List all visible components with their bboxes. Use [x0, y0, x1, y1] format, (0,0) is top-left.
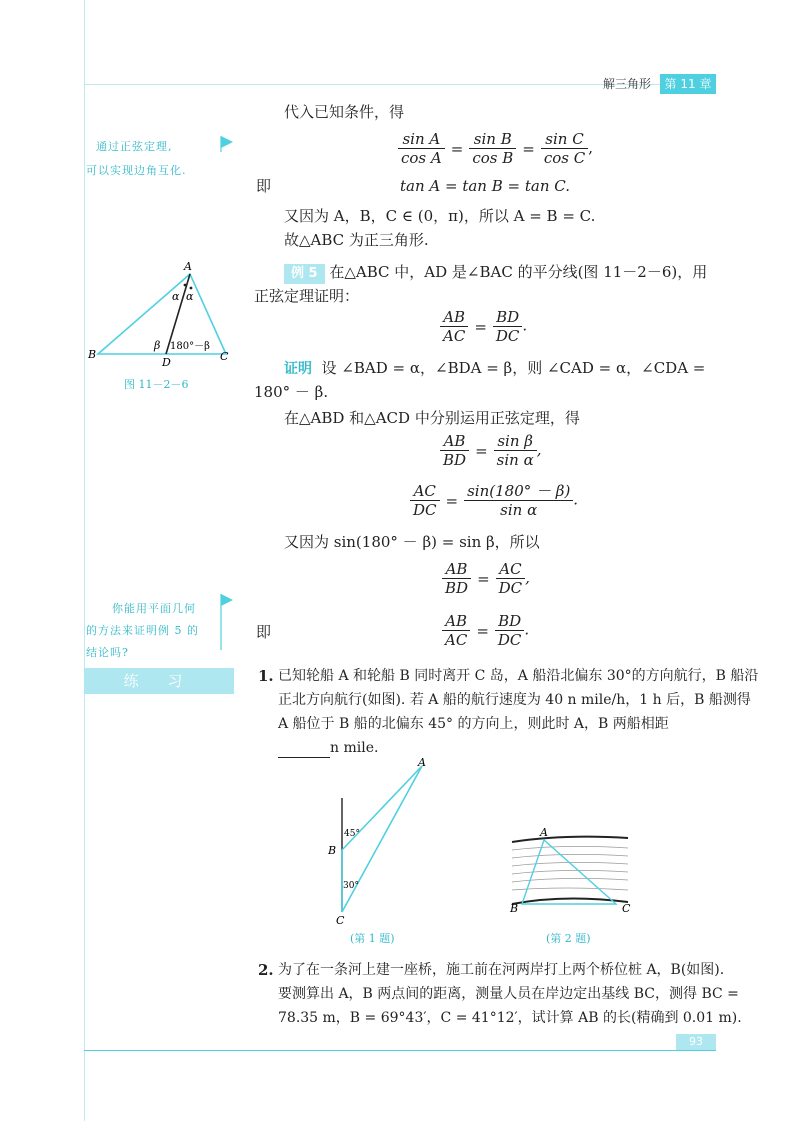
river-bridge-figure [504, 826, 636, 916]
side-note-2-line-2: 的方法来证明例 5 的 [86, 624, 199, 637]
body-line-1: 代入已知条件，得 [284, 103, 405, 121]
equation-sin-cos: $\frac{\text{sin A}}{\text{cos A}}$ = $\frac{\text{sin B}}{\text{cos B}}$ = $\frac{\text{sin C}}{\text{cos C}}$ , [398, 130, 593, 167]
side-note-1-line-2: 可以实现边角互化. [86, 164, 187, 177]
fig1-angle-30: 30° [343, 881, 359, 891]
side-note-2-line-3: 结论吗? [86, 646, 129, 659]
example-5-line-2: 正弦定理证明： [254, 287, 360, 305]
fig1-label-c: C [336, 914, 345, 926]
side-note-2-flag-icon [220, 594, 234, 654]
fig2-label-b: B [510, 902, 519, 915]
proof-line-1: 证明 设 ∠BAD = α，∠BDA = β，则 ∠CAD = α，∠CDA = [284, 359, 706, 377]
proof-line-2: 180° － β. [254, 383, 329, 401]
ji-label-1: 即 [256, 177, 272, 195]
body-line-3: 又因为 A，B，C ∈ (0，π)，所以 A = B = C. [284, 207, 596, 225]
equation-example-5: $\frac{AB}{AC}$ = $\frac{BD}{DC}$ . [440, 308, 527, 345]
fig1-label-a: A [418, 756, 426, 769]
equation-law-of-sines-abd: $\frac{AB}{BD}$ = $\frac{\text{sin β}}{\text{sin α}}$ , [440, 432, 541, 469]
fig1-caption: (第 1 题) [350, 932, 395, 945]
question-1-line-3: A 船位于 B 船的北偏东 45° 的方向上，则此时 A，B 两船相距 [278, 716, 669, 732]
header-chapter: 第 11 章 [660, 74, 716, 94]
side-note-2-line-1: 你能用平面几何 [112, 602, 196, 615]
equation-conclusion: $\frac{AB}{AC}$ = $\frac{BD}{DC}$ . [442, 612, 529, 649]
answer-blank[interactable] [278, 743, 330, 758]
fig1-label-b: B [328, 844, 337, 857]
question-2-line-3: 78.35 m，B = 69°43′，C = 41°12′，试计算 AB 的长(精确到 0.01 m). [278, 1010, 742, 1026]
fig-label-d: D [162, 356, 171, 368]
question-1-number: 1. [258, 667, 274, 685]
fig1-angle-45: 45° [344, 829, 360, 839]
page-frame-left [84, 0, 85, 1121]
ji-label-2: 即 [256, 623, 272, 641]
figure-caption: 图 11－2－6 [124, 378, 189, 391]
practice-title: 练 习 [84, 668, 234, 694]
example-tag: 例 5 [284, 264, 325, 284]
fig2-caption: (第 2 题) [546, 932, 591, 945]
fig2-label-a: A [540, 826, 548, 839]
example-5-line-1: 例 5 在△ABC 中，AD 是∠BAC 的平分线(图 11－2－6)，用 [284, 262, 707, 284]
ship-bearing-figure [326, 756, 436, 926]
question-1-line-2: 正北方向航行(如图). 若 A 船的航行速度为 40 n mile/h，1 h 后，B 船测得 [278, 692, 751, 708]
question-2-line-1: 为了在一条河上建一座桥，施工前在河两岸打上两个桥位桩 A，B(如图). [278, 962, 725, 978]
fig-label-angle: 180°－β [170, 341, 210, 352]
body-line-4: 故△ABC 为正三角形. [284, 231, 429, 249]
fig-label-alpha-left: α [172, 290, 180, 303]
question-2-line-2: 要测算出 A，B 两点间的距离，测量人员在岸边定出基线 BC，测得 BC = [278, 986, 739, 1002]
fig-label-beta: β [154, 339, 161, 352]
side-note-1-line-1: 通过正弦定理, [96, 140, 173, 153]
equation-tan: tan A = tan B = tan C. [400, 177, 570, 195]
triangle-figure [86, 258, 246, 368]
question-1-line-4: n mile. [278, 738, 378, 758]
fig-label-b: B [88, 348, 97, 361]
question-2-number: 2. [258, 961, 274, 979]
side-note-1-flag-icon [220, 136, 234, 152]
equation-ratio-equal: $\frac{AB}{BD}$ = $\frac{AC}{DC}$ , [442, 560, 530, 597]
header-part: 解三角形 [602, 77, 651, 91]
proof-line-3: 在△ABD 和△ACD 中分别运用正弦定理，得 [284, 409, 580, 427]
question-1-line-1: 已知轮船 A 和轮船 B 同时离开 C 岛，A 船沿北偏东 30°的方向航行，B 船沿 [278, 668, 759, 684]
page-number: 93 [676, 1034, 716, 1050]
equation-law-of-sines-acd: $\frac{AC}{DC}$ = $\frac{\sin(180^\circ - \beta)}{\text{sin α}}$ . [410, 482, 578, 519]
proof-tag: 证明 [284, 361, 312, 377]
fig-label-c: C [220, 350, 229, 363]
footer-line [84, 1050, 716, 1051]
fig-label-a: A [184, 260, 192, 273]
fig2-label-c: C [622, 902, 631, 915]
fig-label-alpha-right: α [186, 290, 194, 303]
proof-line-4: 又因为 sin(180° － β) = sin β，所以 [284, 533, 540, 551]
